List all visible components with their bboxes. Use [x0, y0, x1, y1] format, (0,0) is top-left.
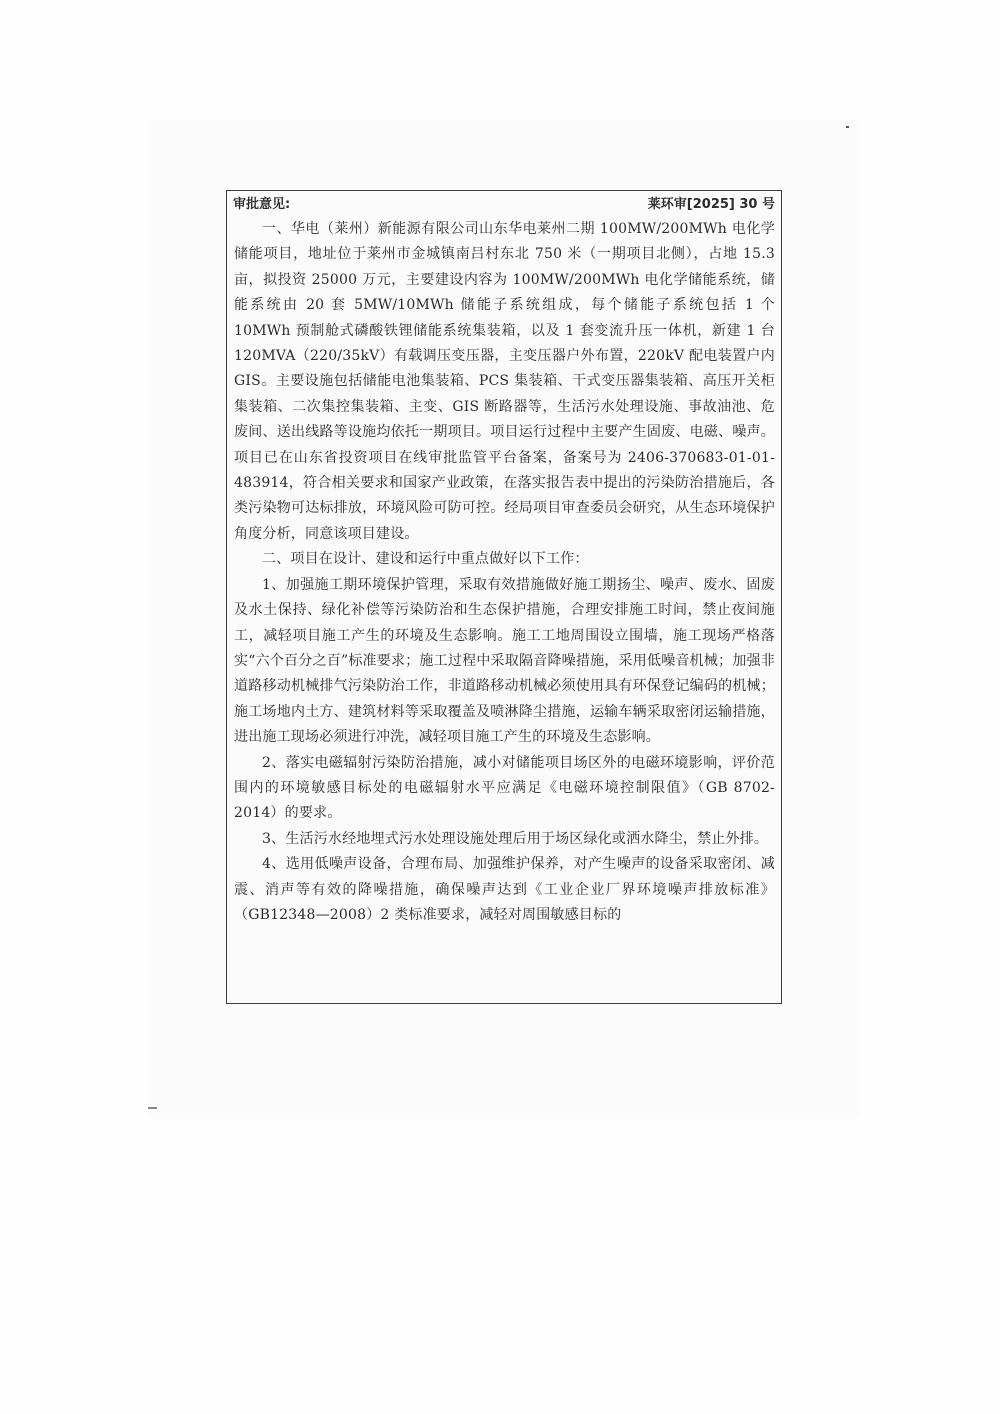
scan-speck [846, 126, 849, 128]
paragraph-noise-control: 4、选用低噪声设备，合理布局、加强维护保养，对产生噪声的设备采取密闭、减震、消声等有效的降噪措施，确保噪声达到《工业企业厂界环境噪声排放标准》（GB12348—2008）2 类标准要求，减轻对周围敏感目标的 [234, 856, 775, 923]
paragraph-electromagnetic-measures: 2、落实电磁辐射污染防治措施，减小对储能项目场区外的电磁环境影响，评价范围内的环境敏感目标处的电磁辐射水平应满足《电磁环境控制限值》（GB 8702-2014）的要求。 [234, 754, 775, 822]
document-number: 莱环审[2025] 30 号 [647, 197, 775, 212]
paragraph-project-overview: 一、华电（莱州）新能源有限公司山东华电莱州二期 100MW/200MWh 电化学储能项目，地址位于莱州市金城镇南吕村东北 750 米（一期项目北侧），占地 15.3 亩，拟投资 25000 万元，主要建设内容为 100MW/200MWh 电化学储能系统，储能系统由 20 套 5MW/10MWh 储能子系统组成，每个储能子系统包括 1 个 10MWh 预制舱式磷酸铁锂储能系统集装箱，以及 1 套变流升压一体机，新建 1 台 120MVA（220/35kV）有载调压变压器，主变压器户外布置，220kV 配电装置户内 GIS。主要设施包括储能电池集装箱、PCS 集装箱、干式变压器集装箱、高压开关柜集装箱、二次集控集装箱、主变、GIS 断路器等，生活污水处理设施、事故油池、危废间、送出线路等设施均依托一期项目。项目运行过程中主要产生固废、电磁、噪声。项目已在山东省投资项目在线审批监管平台备案，备案号为 2406-370683-01-01-483914，符合相关要求和国家产业政策，在落实报告表中提出的污染防治措施后，各类污染物可达标排放，环境风险可防可控。经局项目审查委员会研究，从生态环境保护角度分析，同意该项目建设。 [234, 221, 775, 542]
approval-opinion-box [226, 190, 782, 1004]
paragraph-wastewater: 3、生活污水经地埋式污水处理设施处理后用于场区绿化或洒水降尘，禁止外排。 [262, 830, 769, 847]
paragraph-construction-management: 1、加强施工期环境保护管理，采取有效措施做好施工期扬尘、噪声、废水、固废及水土保持、绿化补偿等污染防治和生态保护措施，合理安排施工时间，禁止夜间施工，减轻项目施工产生的环境及生态影响。施工工地周围设立围墙，施工现场严格落实“六个百分之百”标准要求；施工过程中采取隔音降噪措施，采用低噪音机械；加强非道路移动机械排气污染防治工作，非道路移动机械必须使用具有环保登记编码的机械；施工场地内土方、建筑材料等采取覆盖及喷淋降尘措施，运输车辆采取密闭运输措施，进出施工现场必须进行冲洗，减轻项目施工产生的环境及生态影响。 [234, 576, 775, 746]
scan-speck [148, 1107, 157, 1109]
approval-content [234, 217, 775, 928]
approval-label: 审批意见: [233, 197, 291, 212]
box-header [233, 193, 775, 215]
paragraph-requirements-intro: 二、项目在设计、建设和运行中重点做好以下工作： [262, 551, 589, 568]
